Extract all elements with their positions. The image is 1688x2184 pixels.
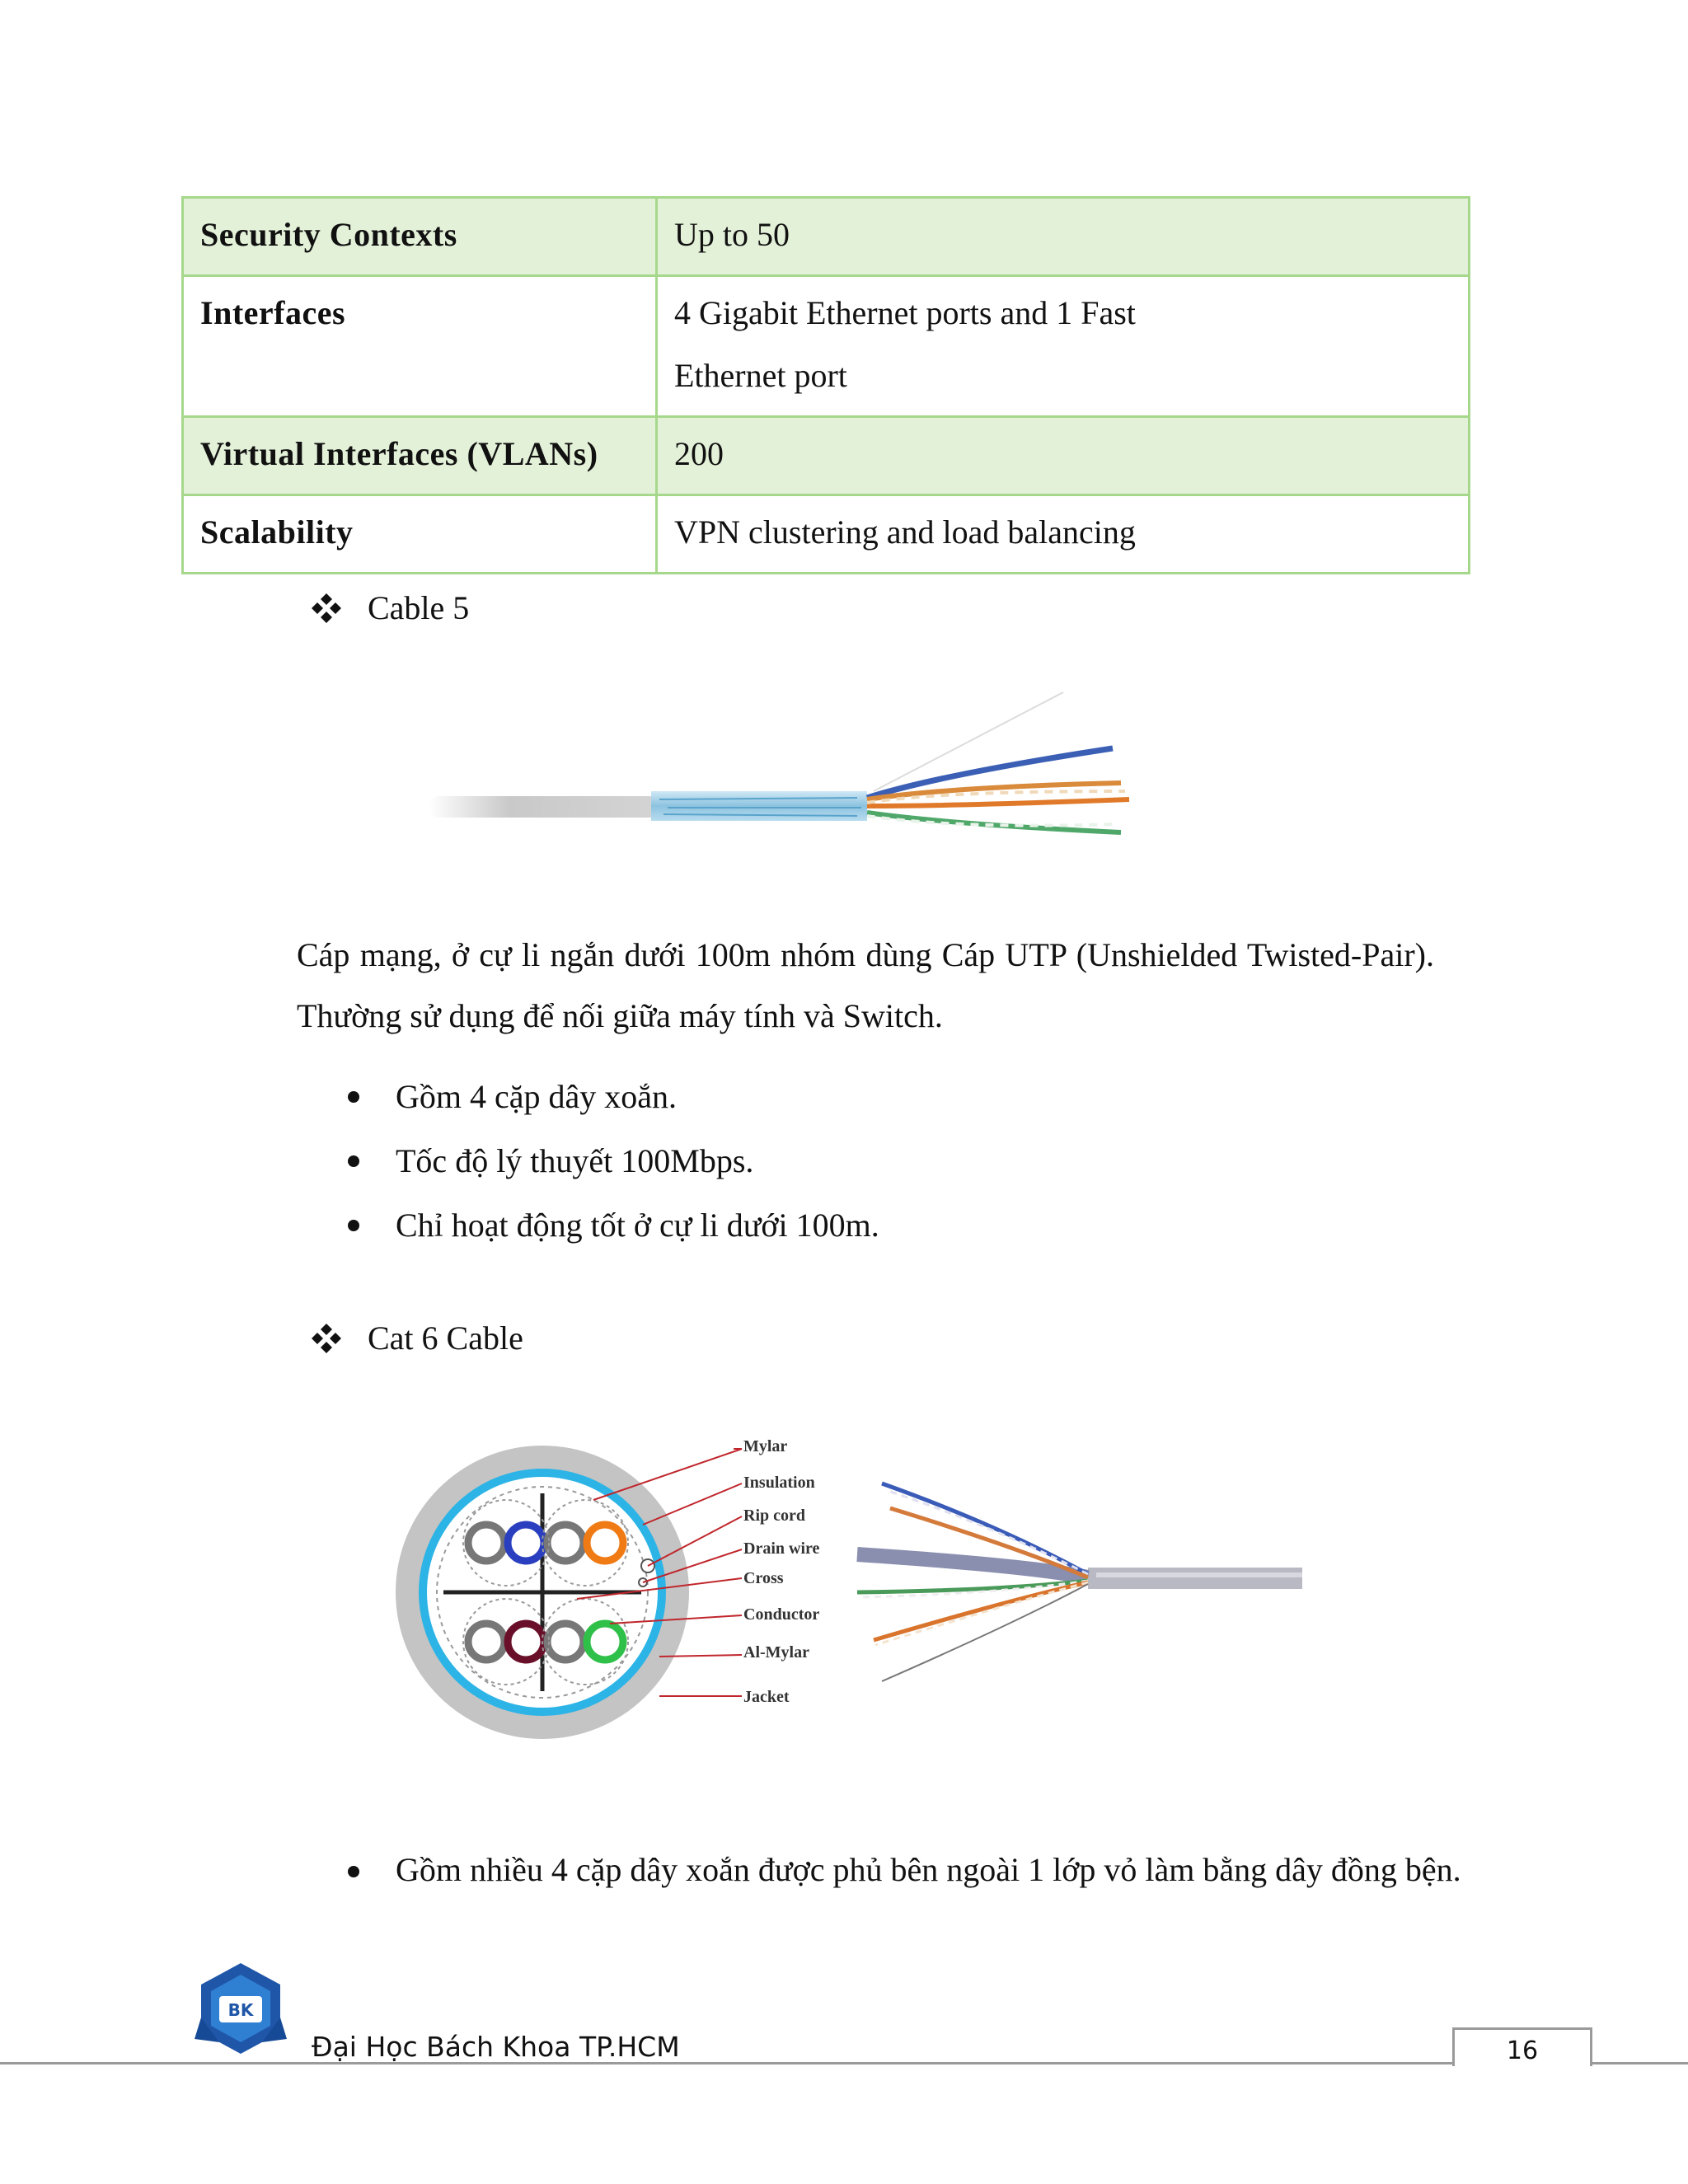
- list-item-text: Gồm nhiều 4 cặp dây xoắn được phủ bên ngoài 1 lớp vỏ làm bằng dây đồng bện.: [396, 1851, 1461, 1888]
- footer-institution: Đại Học Bách Khoa TP.HCM: [312, 2031, 680, 2063]
- section-heading-text: Cable 5: [368, 589, 470, 626]
- table-key-cell: Scalability: [183, 495, 657, 574]
- label-conductor: Conductor: [743, 1605, 820, 1624]
- spec-table: [181, 196, 1470, 574]
- bullet-dot-icon: [348, 1155, 359, 1167]
- table-value-cell: Up to 50: [657, 198, 1470, 276]
- list-item: [346, 1193, 879, 1258]
- label-rip-cord: Rip cord: [743, 1507, 805, 1525]
- bullet-dot-icon: [348, 1220, 359, 1231]
- cable5-description: Cáp mạng, ở cự li ngắn dưới 100m nhóm dùng Cáp UTP (Unshielded Twisted-Pair). Thường sử dụng để nối giữa máy tính và Switch.: [297, 936, 1434, 1034]
- list-item: [346, 1065, 879, 1129]
- table-value-line: Ethernet port: [674, 357, 847, 394]
- section-heading-text: Cat 6 Cable: [368, 1319, 523, 1357]
- table-value-cell: VPN clustering and load balancing: [657, 495, 1470, 574]
- table-value-cell: 200: [657, 417, 1470, 495]
- logo-text: BK: [227, 2000, 254, 2020]
- table-row: [183, 417, 1470, 495]
- page-number: 16: [1506, 2036, 1539, 2065]
- label-drain-wire: Drain wire: [743, 1540, 820, 1558]
- four-diamond-bullet-icon: [310, 1322, 343, 1355]
- label-mylar: Mylar: [743, 1437, 788, 1455]
- table-key-cell: Security Contexts: [183, 198, 657, 276]
- label-insulation: Insulation: [743, 1474, 815, 1492]
- label-cross: Cross: [743, 1569, 784, 1587]
- section-heading-cat6: [310, 1319, 523, 1357]
- list-item: [346, 1129, 879, 1193]
- four-diamond-bullet-icon: [310, 592, 343, 625]
- table-row: [183, 198, 1470, 276]
- cable5-photo: [412, 676, 1170, 882]
- list-item: [346, 1840, 1484, 1900]
- table-key-cell: Interfaces: [183, 276, 657, 417]
- footer-divider: [0, 2062, 1688, 2064]
- cable5-bullet-list: [346, 1065, 879, 1258]
- table-value-cell: [657, 276, 1470, 417]
- list-item-text: Chỉ hoạt động tốt ở cự li dưới 100m.: [396, 1207, 879, 1244]
- cat6-cable-photo: [849, 1475, 1311, 1706]
- page-number-box: [1452, 2027, 1592, 2066]
- section-heading-cable5: [310, 588, 469, 627]
- table-value-line: 4 Gigabit Ethernet ports and 1 Fast: [674, 294, 1136, 331]
- bullet-dot-icon: [348, 1091, 359, 1103]
- label-al-mylar: Al-Mylar: [743, 1643, 809, 1661]
- list-item-text: Tốc độ lý thuyết 100Mbps.: [396, 1142, 754, 1179]
- label-jacket: Jacket: [743, 1688, 790, 1706]
- bullet-dot-icon: [348, 1866, 359, 1877]
- list-item-text: Gồm 4 cặp dây xoắn.: [396, 1078, 678, 1115]
- cat6-bullet-list: [346, 1840, 1484, 1900]
- table-row: [183, 495, 1470, 574]
- table-key-cell: Virtual Interfaces (VLANs): [183, 417, 657, 495]
- table-row: [183, 276, 1470, 417]
- bk-university-logo: [195, 1960, 287, 2057]
